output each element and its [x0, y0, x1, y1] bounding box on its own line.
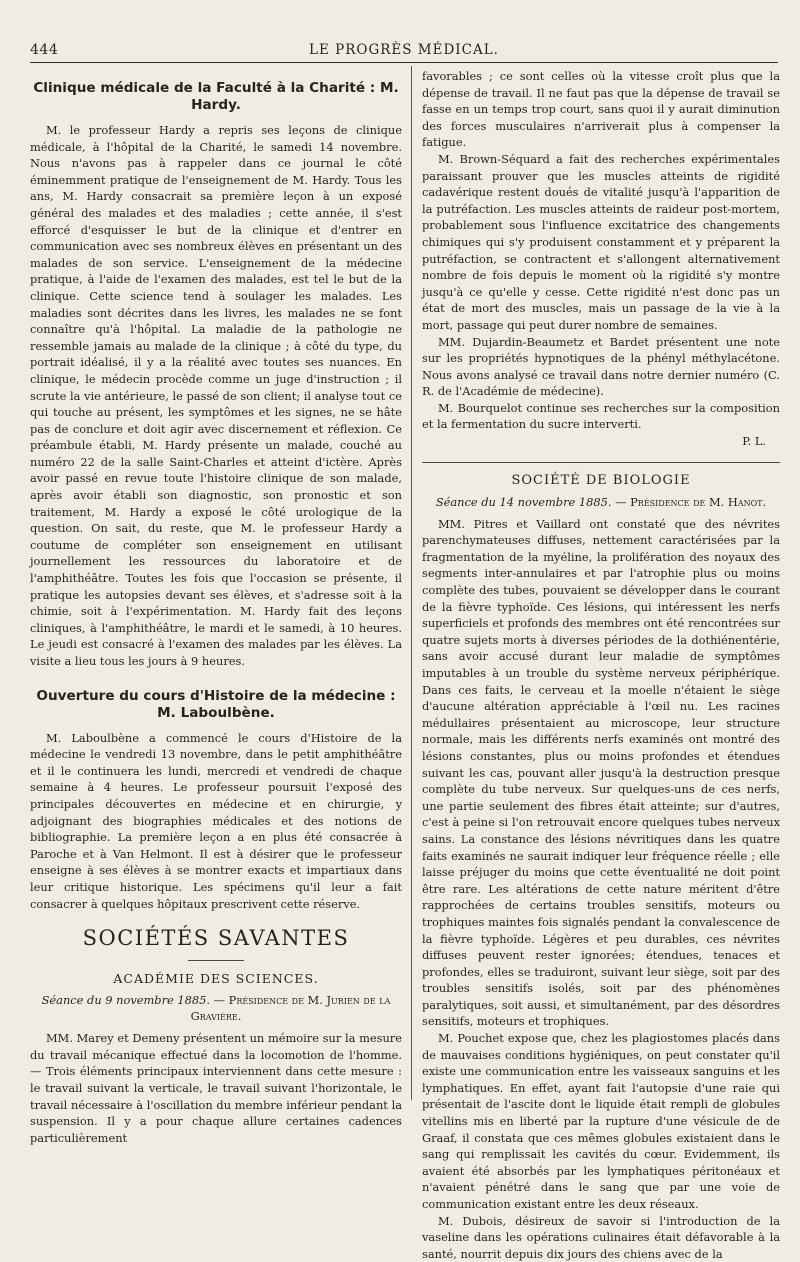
societe-biologie-heading: SOCIÉTÉ DE BIOLOGIE — [511, 472, 691, 488]
left-column — [30, 68, 402, 1145]
session-presidence-biologie: — Présidence de M. Hanot. — [611, 494, 767, 509]
running-title: LE PROGRÈS MÉDICAL. — [309, 42, 499, 58]
paragraph-pitres: MM. Pitres et Vaillard ont constaté que des névrites parenchymateuses diffuses, nettement caractérisées par la fragmentation de la myéline, la prolifération des noyaux des segments inter-annulaires et par l'atrophie plus ou moins complète des tubes, pouvaient se développer dans le courant de la fièvre typhoïde. Ces lésions, qui intéressent les nerfs superficiels et profonds des membres ont été rencontrées sur quatre sujets morts à diverses périodes de la dothiénentérie, sans avoir accusé durant leur maladie de symptômes imputables à un trouble du système nerveux périphérique. Dans ces faits, le cerveau et la moelle n'étaient le siège d'aucune altération appréciable à l'œil nu. Les racines médullaires présentaient au microscope, leur structure normale, mais les différents nerfs examinés ont montré des lésions constantes, plus ou moins profondes et étendues suivant les cas, pouvant aller jusqu'à la destruction presque complète du tube nerveux. Sur quelques-uns de ces nerfs, une partie seulement des fibres était atteinte; sur d'autres, c'est à peine si l'on retrouvait encore quelques tubes nerveux sains. La constance des lésions névritiques dans les quatre faits examinés ne saurait indiquer leur fréquence réelle ; elle laisse préjuger du moins que cette éventualité ne doit point être rare. Les altérations de cette nature méritent d'être rapprochées de certains troubles sensitifs, moteurs ou trophiques maintes fois signalés pendant la convalescence de la fièvre typhoïde. Légères et peu durables, ces névrites diffuses peuvent rester ignorées; étendues, tenaces et profondes, elles se traduiront, suivant leur siège, soit par des troubles sensitifs isolés, soit par des phénomènes paralytiques, soit aussi, et simultanément, par des désordres sensitifs, moteurs et trophiques. — [422, 516, 780, 1029]
societes-savantes-heading: SOCIÉTÉS SAVANTES — [82, 926, 350, 951]
paragraph-bourquelot: M. Bourquelot continue ses recherches sur la composition et la fermentation du sucre interverti. — [422, 400, 780, 432]
section-rule — [422, 462, 780, 463]
section-title-clinique: Clinique médicale de la Faculté à la Charité : M. Hardy. — [33, 80, 399, 113]
session-line-biologie — [422, 494, 780, 510]
session-date-biologie: Séance du 14 novembre 1885. — [435, 494, 612, 509]
signature: P. L. — [742, 434, 766, 449]
paragraph-dubois: M. Dubois, désireux de savoir si l'introduction de la vaseline dans les opérations culinaires était défavorable à la santé, nourrit depuis dix jours des chiens avec de la — [422, 1213, 780, 1261]
column-divider — [411, 66, 412, 1100]
section-title-histoire: Ouverture du cours d'Histoire de la médecine : M. Laboulbène. — [36, 687, 396, 721]
paragraph-brown-sequard: M. Brown-Séquard a fait des recherches expérimentales paraissant prouver que les muscles atteints de rigidité cadavérique restent doués de vitalité jusqu'à l'apparition de la putréfaction. Les muscles atteints de raideur post-mortem, probablement sous l'influence excitatrice des changements chimiques qui s'y produisent constamment et y préparent la putréfaction, se contractent et s'allongent alternativement nombre de fois depuis le moment où la rigidité s'y montre jusqu'à ce qu'elle y cesse. Cette rigidité n'est donc pas un état de mort des muscles, mais un passage de la vie à la mort, passage qui peut durer nombre de semaines. — [422, 151, 780, 332]
academie-heading: ACADÉMIE DES SCIENCES. — [113, 971, 319, 987]
session-presidence: — Présidence de M. Jurien de la Gravière. — [190, 993, 391, 1024]
paragraph-clinique: M. le professeur Hardy a repris ses leçons de clinique médicale, à l'hôpital de la Charité, le samedi 14 novembre. Nous n'avons pas à rappeler dans ce journal le côté éminemment pratique de l'enseignement de M. Hardy. Tous les ans, M. Hardy consacrait sa première leçon à un exposé général des malades et des maladies ; cette année, il s'est efforcé d'esquisser le but de la clinique et d'entrer en communication avec ses nombreux élèves en présentant un des malades de son service. L'enseignement de la médecine pratique, à l'aide de l'examen des malades, est tel le but de la clinique. Cette science tend à soulager les malades. Les maladies sont décrites dans les livres, les malades ne se font connaître qu'à l'hôpital. La maladie de la pathologie ne ressemble jamais au malade de la clinique ; à côté du type, du portrait idéalisé, il y a la réalité avec toutes ses nuances. En clinique, le médecin procède comme un juge d'instruction ; il scrute la vie antérieure, le passé de son client; il analyse tout ce qui touche au présent, les symptômes et les signes, ne se hâte pas de conclure et doit agir avec discernement et réflexion. Ce préambule établi, M. Hardy présente un malade, couché au numéro 22 de la salle Saint-Charles et atteint d'ictère. Après avoir passé en revue toute l'histoire clinique de son malade, après avoir établi son diagnostic, son pronostic et son traitement, M. Hardy a exposé le côté urologique de la question. On sait, du reste, que M. le professeur Hardy a coutume de compléter son enseignement en utilisant journellement les ressources du laboratoire et de l'amphithéâtre. Toutes les fois que l'occasion se présente, il pratique les autopsies devant ses élèves, et s'adresse soit à la chimie, soit à l'expérimentation. M. Hardy fait des leçons cliniques, à l'amphithéâtre, le mardi et le samedi, à 10 heures. Le jeudi est consacré à l'examen des malades par les élèves. La visite a lieu tous les jours à 9 heures. — [30, 123, 402, 668]
paragraph-histoire: M. Laboulbène a commencé le cours d'Histoire de la médecine le vendredi 13 novembre, dans le petit amphithéâtre et il le continuera les lundi, mercredi et vendredi de chaque semaine à 4 heures. Le professeur poursuit l'exposé des principales découvertes en médecine et en chirurgie, y adjoignant des biographies médicales et des notions de bibliographie. La première leçon a en plus été consacrée à Paroche et à Van Helmont. Il est à désirer que le professeur enseigne à ses élèves à se montrer exacts et impartiaux dans leur critique historique. Les spécimens qu'il leur a fait consacrer à quelques hôpitaux prescrivent cette réserve. — [30, 730, 402, 911]
page-header — [30, 38, 778, 63]
paragraph-academie: MM. Marey et Demeny présentent un mémoire sur la mesure du travail mécanique effectué dans la locomotion de l'homme. — Trois éléments principaux interviennent dans cette mesure : le travail suivant la verticale, le travail suivant l'horizontale, le travail nécessaire à l'oscillation du membre inférieur pendant la suspension. Il y a pour chaque allure certaines cadences particulièrement — [30, 1031, 402, 1145]
right-column — [422, 68, 780, 1261]
heading-rule — [188, 960, 244, 961]
session-line-academie — [30, 992, 402, 1024]
paragraph-dujardin: MM. Dujardin-Beaumetz et Bardet présentent une note sur les propriétés hypnotiques de la phényl méthylacétone. Nous avons analysé ce travail dans notre dernier numéro (C. R. de l'Académie de médecine). — [422, 334, 780, 399]
page-number: 444 — [30, 42, 59, 58]
session-date: Séance du 9 novembre 1885. — [41, 993, 211, 1008]
paragraph-continued: favorables ; ce sont celles où la vitesse croît plus que la dépense de travail. Il ne faut pas que la dépense de travail se fasse en un temps trop court, sans quoi il y aurait diminution des forces musculaires n'arriverait plus à compenser la fatigue. — [422, 69, 780, 150]
paragraph-pouchet: M. Pouchet expose que, chez les plagiostomes placés dans de mauvaises conditions hygiéniques, on peut constater qu'il existe une communication entre les vaisseaux sanguins et les lymphatiques. En effet, ayant fait l'autopsie d'une raie qui présentait de l'ascite dont le liquide était rempli de globules vitellins mis en liberté par la rupture d'une vésicule de de Graaf, il constata que ces mêmes globules existaient dans le sang qui remplissait les cavités du cœur. Evidemment, ils avaient été absorbés par les lymphatiques péritonéaux et n'avaient pénétré dans le sang que par une voie de communication existant entre les deux réseaux. — [422, 1031, 780, 1211]
